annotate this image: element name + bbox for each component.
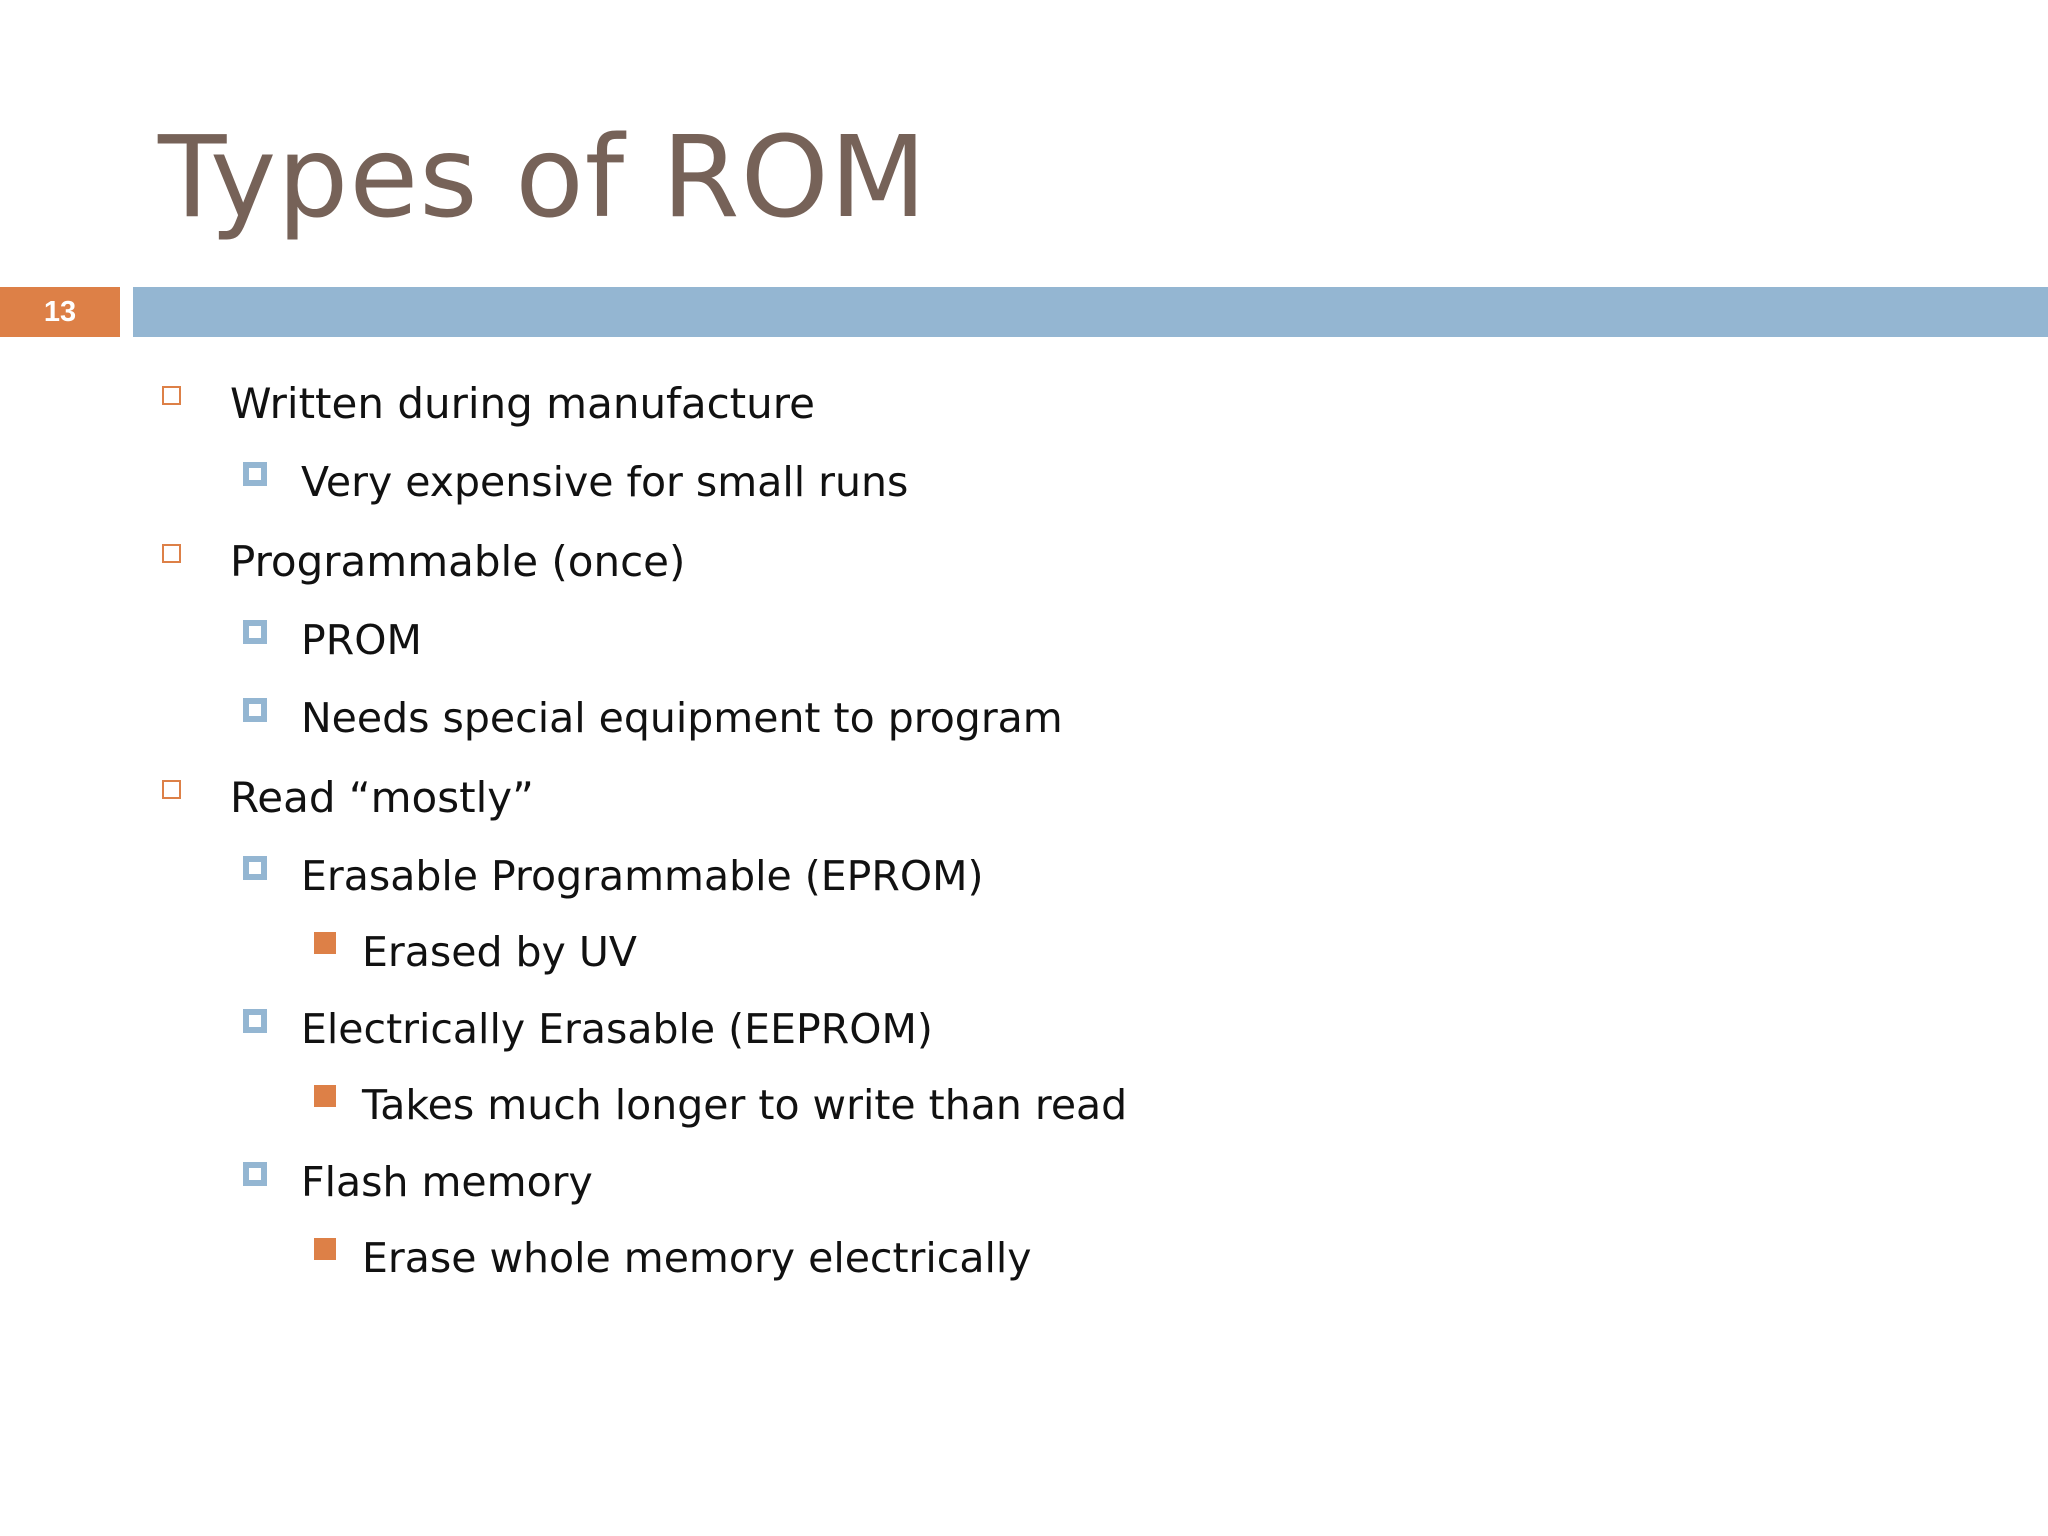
bullet-text: Takes much longer to write than read — [362, 1081, 1128, 1129]
filled-square-bullet-icon — [314, 1085, 336, 1107]
bullet-item — [362, 1075, 1127, 1135]
bullet-text: Electrically Erasable (EEPROM) — [301, 1005, 933, 1053]
bullet-item — [230, 532, 685, 592]
bullet-item — [301, 688, 1063, 748]
blue-square-bullet-icon — [243, 620, 267, 644]
blue-square-bullet-icon — [243, 1162, 267, 1186]
bullet-item — [230, 374, 815, 434]
blue-square-bullet-icon — [243, 698, 267, 722]
blue-square-bullet-icon — [243, 1009, 267, 1033]
hollow-square-bullet-icon — [162, 780, 181, 799]
filled-square-bullet-icon — [314, 1238, 336, 1260]
blue-square-bullet-icon — [243, 462, 267, 486]
bullet-text: Very expensive for small runs — [301, 458, 909, 506]
bullet-item — [362, 922, 637, 982]
hollow-square-bullet-icon — [162, 544, 181, 563]
bullet-text: Flash memory — [301, 1158, 593, 1206]
bullet-text: Erase whole memory electrically — [362, 1234, 1032, 1282]
bullet-text: Erasable Programmable (EPROM) — [301, 852, 984, 900]
bullet-item — [301, 999, 933, 1059]
filled-square-bullet-icon — [314, 932, 336, 954]
bullet-text: PROM — [301, 616, 422, 664]
bullet-item — [362, 1228, 1032, 1288]
bullet-item — [301, 452, 908, 512]
bullet-item — [301, 846, 984, 906]
bullet-text: Written during manufacture — [230, 379, 815, 428]
bullet-text: Erased by UV — [362, 928, 637, 976]
hollow-square-bullet-icon — [162, 386, 181, 405]
slide-title: Types of ROM — [158, 113, 928, 243]
bullet-text: Read “mostly” — [230, 773, 534, 822]
bullet-item — [301, 1152, 593, 1212]
bullet-item — [230, 768, 534, 828]
bullet-text: Programmable (once) — [230, 537, 686, 586]
slide-number-badge: 13 — [0, 287, 120, 337]
title-divider-bar — [133, 287, 2048, 337]
bullet-text: Needs special equipment to program — [301, 694, 1063, 742]
blue-square-bullet-icon — [243, 856, 267, 880]
bullet-item — [301, 610, 422, 670]
